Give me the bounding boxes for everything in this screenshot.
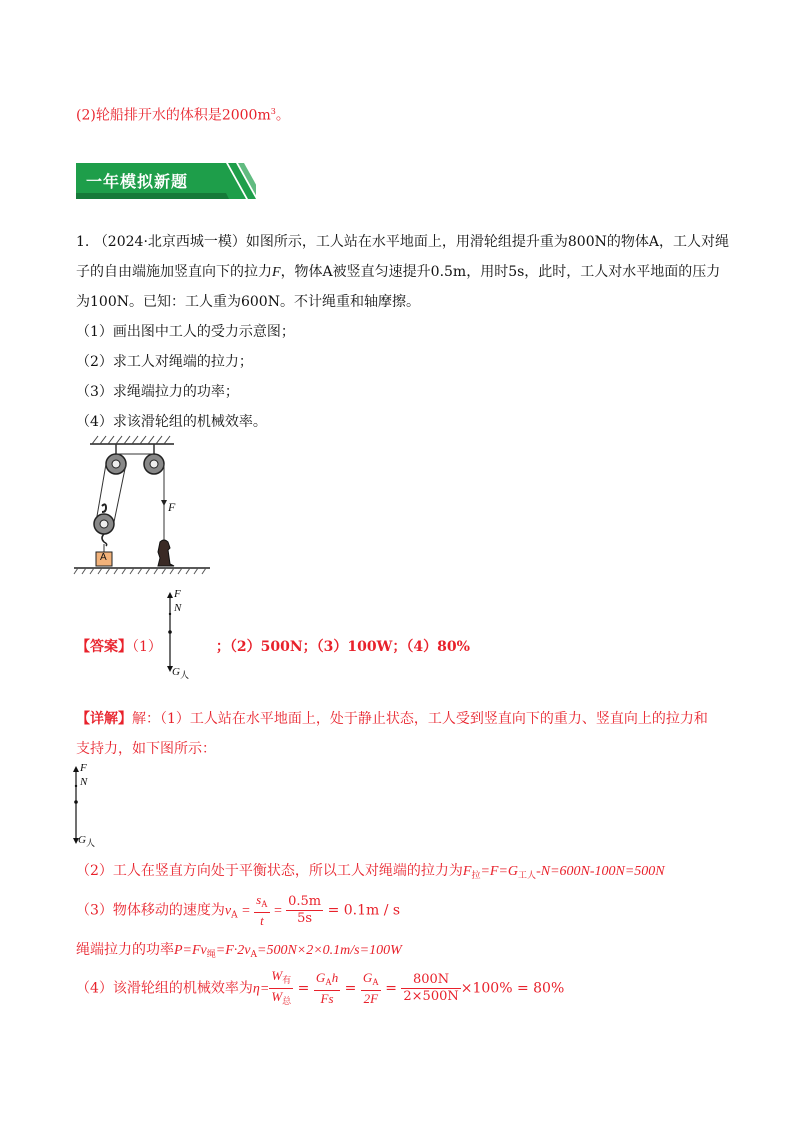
- question-line-2: [76, 262, 720, 283]
- step4-result: ×100% = 80%: [460, 980, 565, 997]
- explanation-power: [76, 940, 402, 965]
- question-number: 1.: [76, 234, 90, 250]
- answer-part-1: （1）: [132, 639, 162, 655]
- sub-item-1: （1）画出图中工人的受力示意图；: [76, 324, 295, 340]
- step3-vsub: A: [231, 910, 238, 921]
- sub-item-4: （4）求该滑轮组的机械效率。: [76, 414, 267, 430]
- force-symbol: F: [272, 265, 281, 280]
- step4-frac-4: $\frac{800N}{2\times 500N}$: [403, 972, 459, 1004]
- power-result: =500N×2×0.1m/s=100W: [257, 943, 402, 958]
- question-line-1: [76, 232, 729, 252]
- explanation-force-N: N: [80, 776, 88, 788]
- step2-sub2: 工人: [518, 871, 537, 881]
- power-sub: 绳: [206, 950, 216, 960]
- banner-title: 一年模拟新题: [86, 172, 189, 191]
- answer-label: 【答案】: [76, 639, 132, 655]
- explanation-step-3: （3）物体移动的速度为$v_A$ = $\frac{s_A}{t}$ = $\frac{0.5m}{5s}$ = 0.1m / s: [76, 892, 401, 928]
- pulley-diagram: [72, 432, 212, 582]
- step2-end: -N=600N-100N=500N: [536, 864, 665, 879]
- step2-text: （2）工人在竖直方向处于平衡状态，所以工人对绳端的拉力为: [76, 863, 463, 879]
- power-formula: P=Fv: [174, 943, 207, 958]
- step3-text: （3）物体移动的速度为: [76, 902, 225, 919]
- step3-frac-1: $\frac{s_A}{t}$: [256, 892, 268, 928]
- step4-eta: η=: [252, 981, 270, 997]
- step3-v: v: [224, 903, 232, 919]
- prev-answer-text: (2)轮船排开水的体积是2000m: [76, 107, 271, 124]
- answer-force-N: N: [174, 602, 182, 614]
- step2-sub1: 拉: [471, 871, 481, 881]
- answer-line: [76, 637, 470, 657]
- step3-result: = 0.1m / s: [327, 902, 401, 919]
- pulley-figure: [72, 432, 212, 582]
- explanation-step-4: （4）该滑轮组的机械效率为η= $\frac{W_有}{W_总}$ = $\frac{G_Ah}{Fs}$ = $\frac{G_A}{2F}$ = $\frac{800N}{2\times 500N}$ ×100% = 80%: [76, 968, 564, 1008]
- superscript: 3: [270, 107, 276, 116]
- step3-frac-2: $\frac{0.5m}{5s}$: [288, 894, 322, 926]
- step4-text: （4）该滑轮组的机械效率为: [76, 980, 253, 997]
- explanation-label: 【详解】: [76, 711, 132, 727]
- step2-mid: =F=G: [480, 864, 519, 879]
- explanation-force-F: F: [80, 762, 87, 774]
- step4-frac-1: $\frac{W_有}{W_总}$: [271, 968, 292, 1006]
- answer-force-G: $G_人$: [172, 666, 189, 680]
- answer-rest: ；（2）500N；（3）100W；（4）80%: [215, 639, 470, 655]
- power-text: 绳端拉力的功率: [76, 942, 174, 958]
- explanation-text-1: 解：（1）工人站在水平地面上，处于静止状态，工人受到竖直向下的重力、竖直向上的拉力和: [132, 711, 708, 727]
- step4-frac-3: $\frac{G_A}{2F}$: [362, 970, 379, 1006]
- explanation-force-diagram: [70, 764, 110, 856]
- sub-item-2: （2）求工人对绳端的拉力；: [76, 354, 253, 370]
- question-source: （2024·北京西城一模）: [93, 234, 246, 250]
- question-text-1: 如图所示，工人站在水平地面上，用滑轮组提升重为800N的物体A，工人对绳: [245, 234, 729, 250]
- power-sub2: A: [250, 950, 257, 960]
- question-text-2b: ，物体A被竖直匀速提升0.5m，用时5s，此时，工人对水平地面的压力: [280, 264, 721, 280]
- question-text-2a: 子的自由端施加竖直向下的拉力: [76, 264, 272, 280]
- figure-block-label: A: [100, 552, 107, 563]
- sub-item-3: （3）求绳端拉力的功率；: [76, 384, 239, 400]
- explanation-step-2: [76, 861, 665, 886]
- power-mid: =F·2v: [215, 943, 251, 958]
- prev-answer-suffix: 。: [275, 107, 290, 124]
- step4-frac-2: $\frac{G_Ah}{Fs}$: [315, 970, 339, 1006]
- answer-force-diagram: [162, 590, 202, 682]
- explanation-intro: [76, 709, 708, 729]
- figure-force-label: F: [168, 500, 176, 514]
- step2-F: F: [462, 864, 472, 879]
- section-banner: [76, 163, 256, 199]
- previous-answer-line: [76, 102, 290, 126]
- question-line-3: 为100N。已知：工人重为600N。不计绳重和轴摩擦。: [76, 294, 420, 310]
- explanation-force-G: $G_人$: [78, 834, 95, 848]
- explanation-text-2: 支持力，如下图所示：: [76, 741, 216, 757]
- answer-force-F: F: [174, 588, 181, 600]
